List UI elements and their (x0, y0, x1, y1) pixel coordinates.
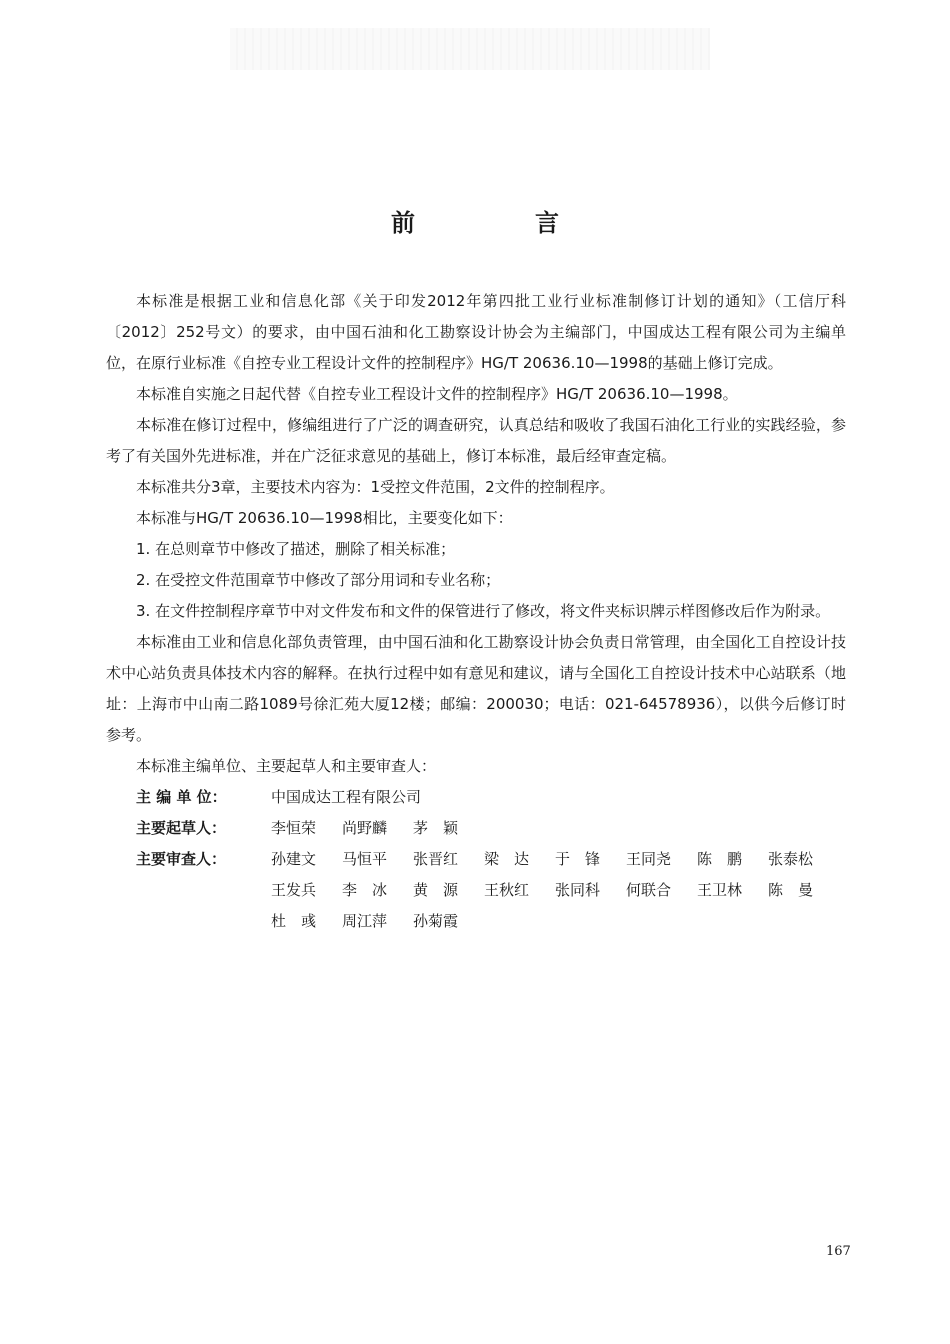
paragraph: 本标准是根据工业和信息化部《关于印发2012年第四批工业行业标准制修订计划的通知》（工信厅科〔2012〕252号文）的要求，由中国石油和化工勘察设计协会为主编部门，中国成达工程有限公司为主编单位，在原行业标准《自控专业工程设计文件的控制程序》HG/T 20636.10—1998的基础上修订完成。 (106, 292, 846, 372)
reviewer-name: 孙菊霞 (413, 912, 459, 930)
reviewer-name: 王秋红 (484, 881, 530, 899)
page-number: 167 (826, 1244, 851, 1259)
drafters-names (271, 813, 841, 844)
list-item: 3. 在文件控制程序章节中对文件发布和文件的保管进行了修改，将文件夹标识牌示样图修改后作为附录。 (136, 602, 831, 620)
reviewer-name: 张泰松 (768, 850, 814, 868)
drafters-label: 主要起草人： (136, 819, 227, 837)
reviewer-name: 周江萍 (342, 912, 388, 930)
reviewer-name: 马恒平 (342, 850, 388, 868)
reviewer-name: 王卫林 (697, 881, 743, 899)
paragraph: 本标准自实施之日起代替《自控专业工程设计文件的控制程序》HG/T 20636.10—1998。 (136, 385, 738, 403)
drafter-name: 茅 颖 (413, 819, 459, 837)
reviewer-name: 黄 源 (413, 881, 459, 899)
reviewer-name: 何联合 (626, 881, 672, 899)
reviewers-names (271, 844, 841, 937)
reviewer-name: 杜 彧 (271, 912, 317, 930)
reviewer-name: 于 锋 (555, 850, 601, 868)
paragraph: 本标准由工业和信息化部负责管理，由中国石油和化工勘察设计协会负责日常管理，由全国化工自控设计技术中心站负责具体技术内容的解释。在执行过程中如有意见和建议，请与全国化工自控设计技术中心站联系（地址：上海市中山南二路1089号徐汇苑大厦12楼；邮编：200030；电话：021-64578936），以供今后修订时参考。 (106, 633, 846, 744)
reviewer-name: 王发兵 (271, 881, 317, 899)
paragraph: 本标准共分3章，主要技术内容为：1受控文件范围，2文件的控制程序。 (136, 478, 615, 496)
reviewer-name: 陈 曼 (768, 881, 814, 899)
list-item: 1. 在总则章节中修改了描述，删除了相关标准； (136, 540, 456, 558)
reviewer-name: 张同科 (555, 881, 601, 899)
reviewer-name: 王同尧 (626, 850, 672, 868)
editor-unit-label: 主 编 单 位： (136, 788, 227, 806)
drafters-row (106, 813, 846, 844)
reviewers-row (106, 844, 846, 937)
reviewer-name: 梁 达 (484, 850, 530, 868)
editor-unit-row (106, 782, 846, 813)
reviewer-name: 张晋红 (413, 850, 459, 868)
paragraph: 本标准主编单位、主要起草人和主要审查人： (136, 757, 437, 775)
reviewers-label: 主要审查人： (136, 850, 227, 868)
paragraph: 本标准在修订过程中，修编组进行了广泛的调查研究，认真总结和吸收了我国石油化工行业的实践经验，参考了有关国外先进标准，并在广泛征求意见的基础上，修订本标准，最后经审查定稿。 (106, 416, 846, 465)
reviewer-name: 李 冰 (342, 881, 388, 899)
reviewer-name: 陈 鹏 (697, 850, 743, 868)
drafter-name: 李恒荣 (271, 819, 317, 837)
drafter-name: 尚野麟 (342, 819, 388, 837)
page-title: 前 言 (391, 209, 607, 237)
editor-unit-value: 中国成达工程有限公司 (271, 788, 422, 806)
scan-header-artifact (230, 28, 710, 70)
staff-list (106, 782, 846, 937)
reviewer-name: 孙建文 (271, 850, 317, 868)
preface-body (106, 286, 846, 937)
paragraph: 本标准与HG/T 20636.10—1998相比，主要变化如下： (136, 509, 513, 527)
list-item: 2. 在受控文件范围章节中修改了部分用词和专业名称； (136, 571, 501, 589)
